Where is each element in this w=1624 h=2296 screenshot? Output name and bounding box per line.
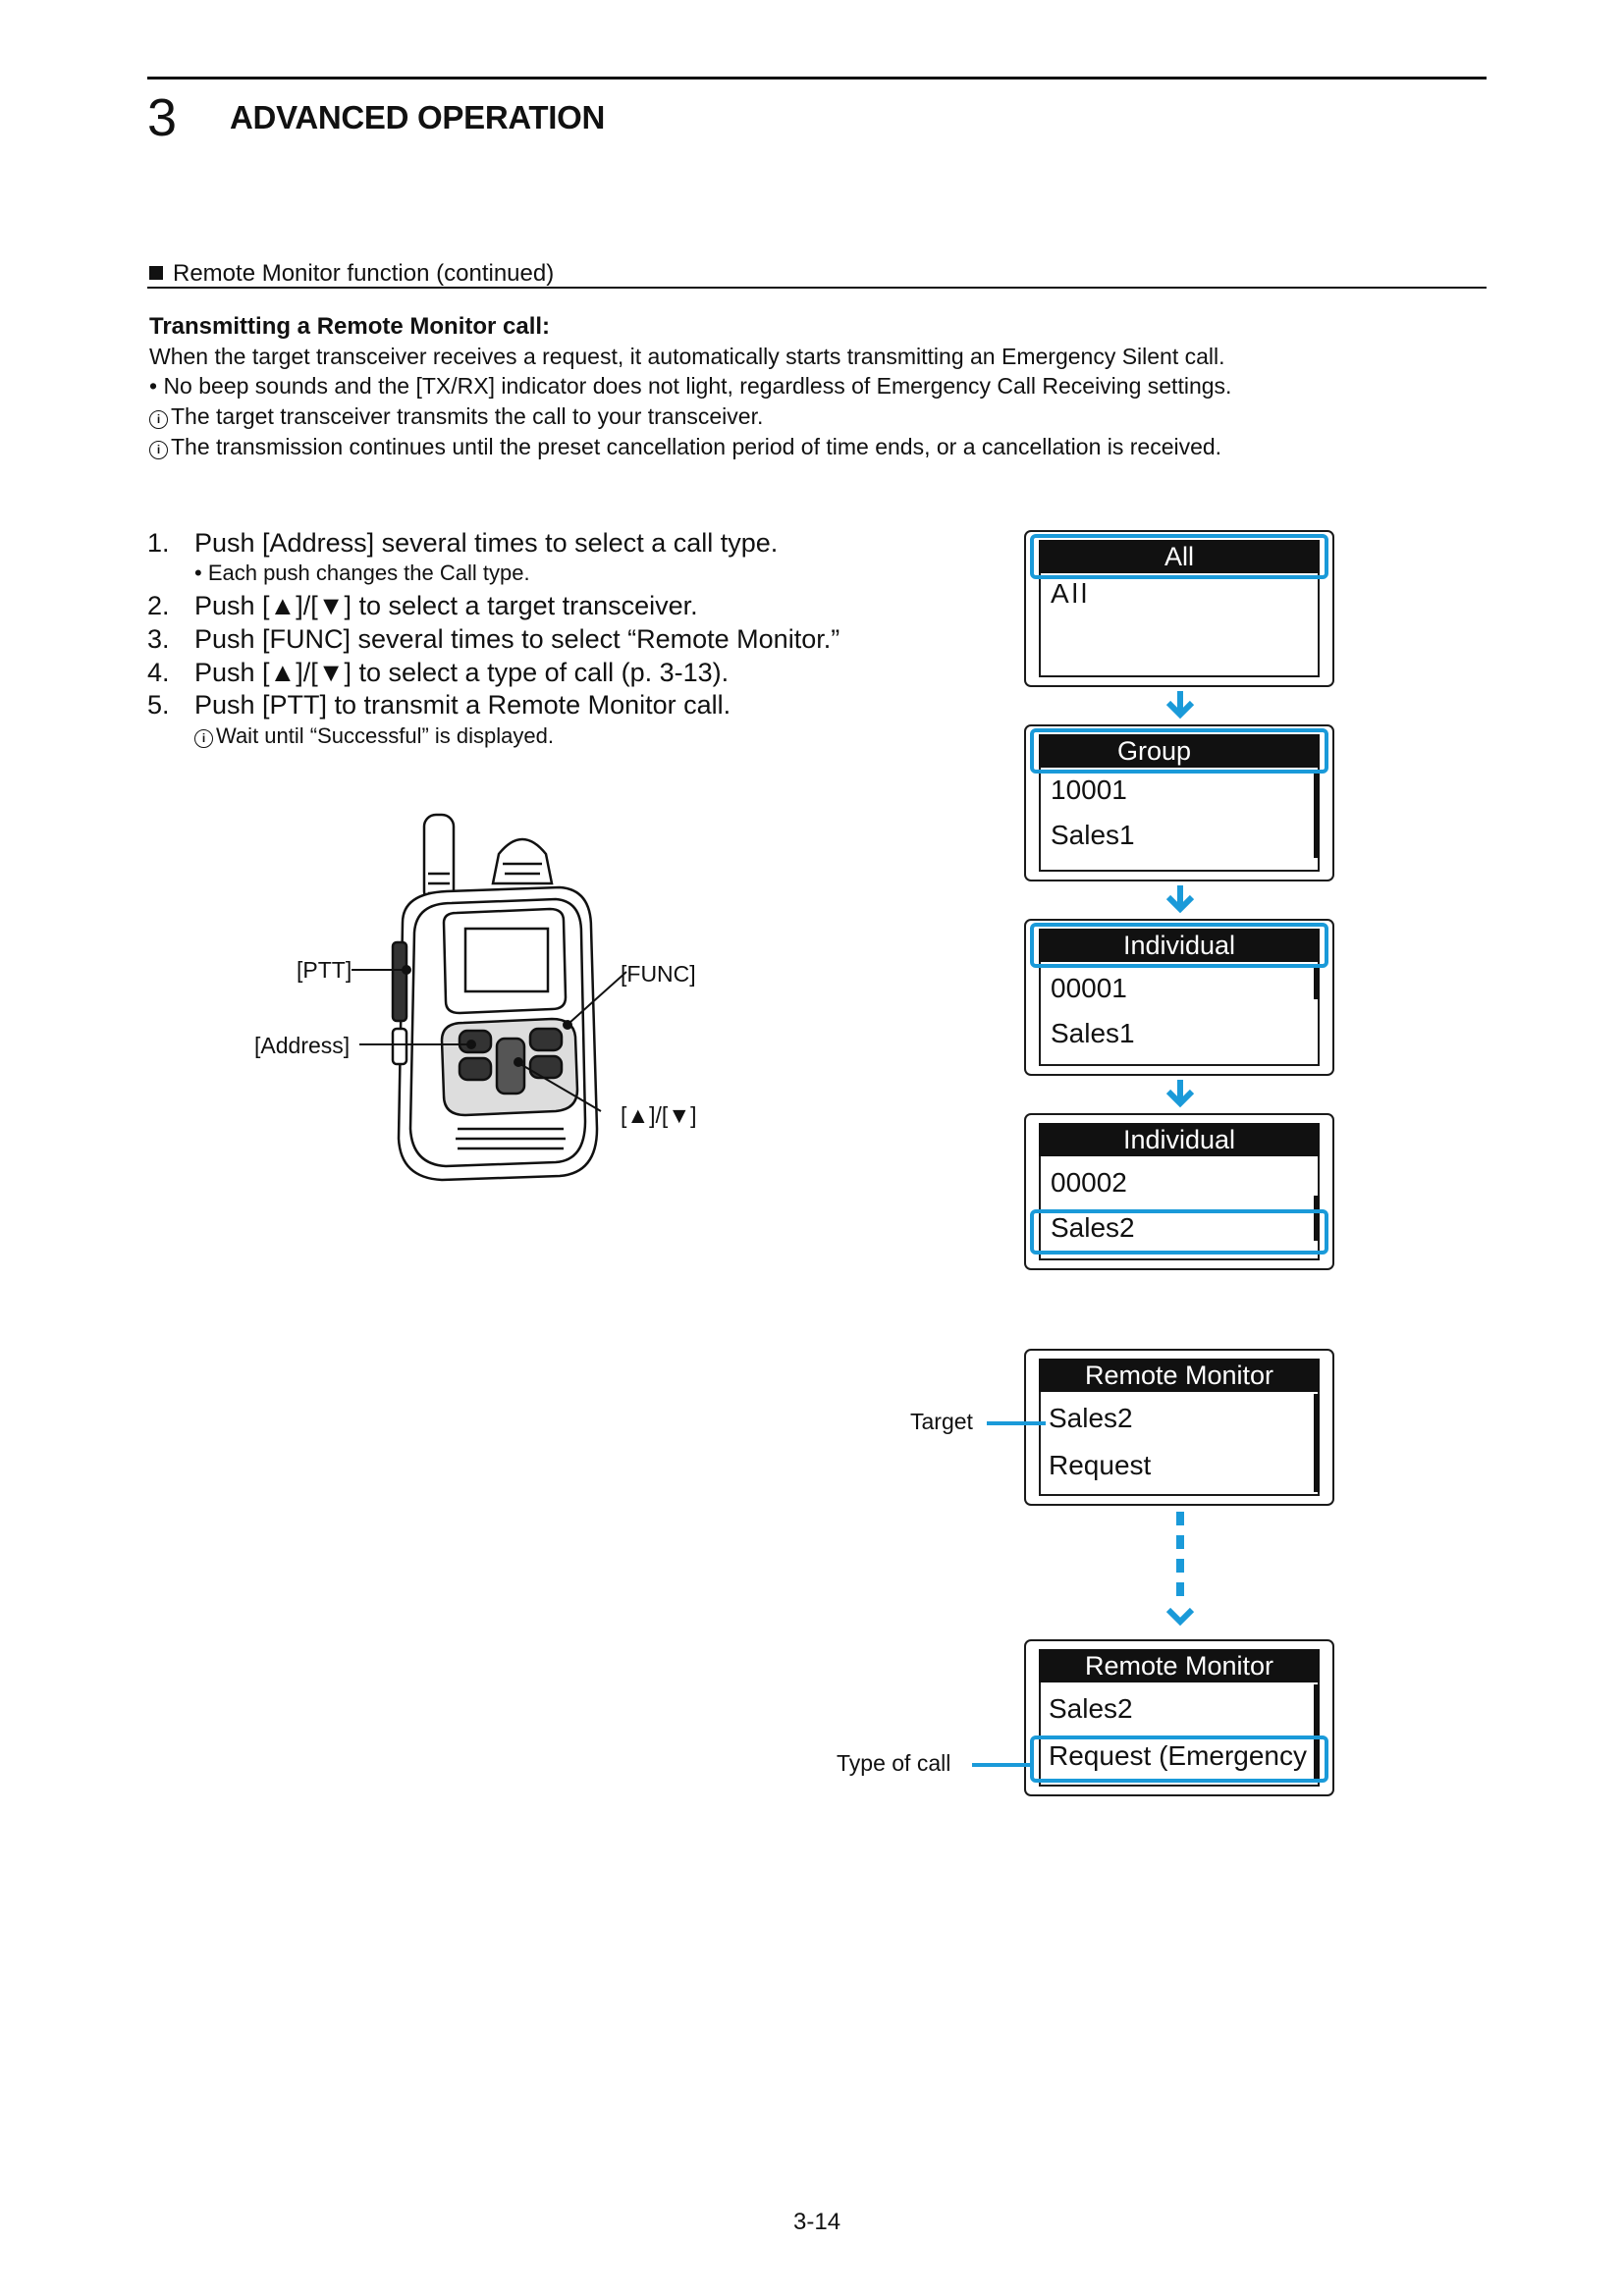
- scrollbar: [1314, 1394, 1320, 1492]
- arrow-down-icon: [1163, 1080, 1198, 1109]
- chapter-title: ADVANCED OPERATION: [230, 99, 606, 135]
- info-icon: i: [149, 441, 168, 459]
- lcd-header: Individual: [1039, 929, 1320, 962]
- lcd-line: Sales1: [1051, 1018, 1135, 1048]
- info-icon: i: [194, 729, 213, 748]
- lcd-line: Sales2: [1051, 1212, 1135, 1243]
- arrow-down-icon: [1163, 885, 1198, 915]
- address-label: [Address]: [254, 1033, 351, 1058]
- step-1: [147, 526, 778, 560]
- lcd-screen-individual-1: [1024, 919, 1334, 1076]
- chapter-number: 3: [147, 88, 178, 147]
- lcd-header: All: [1039, 540, 1320, 573]
- highlight-box: [1030, 1209, 1328, 1255]
- highlight-box: [1030, 923, 1328, 968]
- lcd-screen-remote-monitor-1: [1024, 1349, 1334, 1506]
- section-bullet-icon: [149, 266, 163, 280]
- step-4: [147, 656, 729, 689]
- type-of-call-callout-line: [972, 1763, 1031, 1767]
- target-callout-line: [987, 1421, 1046, 1425]
- lcd-line: Request (Emergency: [1049, 1740, 1308, 1771]
- radio-illustration: [236, 805, 746, 1198]
- step-text: Push [▲]/[▼] to select a type of call (p. 3-13).: [194, 658, 730, 687]
- lcd-screen-individual-2: [1024, 1113, 1334, 1270]
- updown-label: [▲]/[▼]: [621, 1102, 697, 1128]
- paragraph: When the target transceiver receives a request, it automatically starts transmitting an Emergency Silent call.: [149, 344, 1225, 369]
- ptt-label: [PTT]: [297, 957, 352, 983]
- type-of-call-callout: Type of call: [837, 1750, 951, 1776]
- step-text: Push [Address] several times to select a call type.: [194, 528, 779, 558]
- subheading: Transmitting a Remote Monitor call:: [149, 313, 551, 340]
- step-number: 4.: [147, 658, 170, 687]
- lcd-screen-all: [1024, 530, 1334, 687]
- arrow-down-icon: [1163, 691, 1198, 721]
- step-3: [147, 622, 839, 656]
- step-number: 5.: [147, 690, 170, 720]
- lcd-screen-group: [1024, 724, 1334, 881]
- highlight-box: [1030, 1735, 1328, 1783]
- section-title: [149, 259, 554, 289]
- target-callout: Target: [910, 1409, 973, 1434]
- lcd-line: 10001: [1051, 774, 1127, 805]
- scrollbar: [1314, 964, 1320, 999]
- section-rule: [147, 287, 1487, 289]
- lcd-line: Request: [1049, 1450, 1152, 1480]
- page-number: 3-14: [793, 2209, 841, 2235]
- func-label: [FUNC]: [621, 961, 696, 987]
- paragraph-info: [149, 401, 763, 431]
- highlight-box: [1030, 534, 1328, 579]
- paragraph-text: The transmission continues until the preset cancellation period of time ends, or a cancellation is received.: [171, 434, 1222, 459]
- step-text: Push [FUNC] several times to select “Remote Monitor.”: [194, 624, 840, 654]
- header-rule: [147, 77, 1487, 80]
- step-number: 3.: [147, 624, 170, 654]
- step-note-text: Wait until “Successful” is displayed.: [216, 723, 554, 748]
- lcd-header: Individual: [1039, 1123, 1320, 1156]
- paragraph-text: The target transceiver transmits the call to your transceiver.: [171, 403, 764, 429]
- lcd-header: Remote Monitor: [1039, 1649, 1320, 1682]
- step-1-note: • Each push changes the Call type.: [194, 561, 530, 585]
- lcd-line: 00001: [1051, 973, 1127, 1003]
- lcd-line: Sales2: [1049, 1693, 1133, 1724]
- step-5-note: [194, 722, 554, 750]
- dashed-arrow-down-icon: [1163, 1512, 1198, 1633]
- info-icon: i: [149, 410, 168, 429]
- section-title-text: Remote Monitor function (continued): [173, 260, 555, 287]
- step-number: 2.: [147, 591, 170, 620]
- lcd-line: Sales1: [1051, 820, 1135, 850]
- paragraph: • No beep sounds and the [TX/RX] indicator does not light, regardless of Emergency Call Receiving settings.: [149, 373, 1232, 399]
- step-text: Push [PTT] to transmit a Remote Monitor call.: [194, 690, 731, 720]
- lcd-line: 00002: [1051, 1167, 1127, 1198]
- step-2: [147, 589, 698, 622]
- step-5: [147, 688, 731, 721]
- lcd-header: Group: [1039, 734, 1320, 768]
- lcd-header: Remote Monitor: [1039, 1359, 1320, 1392]
- paragraph-info: [149, 432, 1221, 461]
- lcd-screen-remote-monitor-2: [1024, 1639, 1334, 1796]
- step-number: 1.: [147, 528, 170, 558]
- lcd-line: All: [1051, 578, 1091, 609]
- lcd-line: Sales2: [1049, 1403, 1133, 1433]
- highlight-box: [1030, 728, 1328, 774]
- scrollbar: [1314, 770, 1320, 858]
- step-text: Push [▲]/[▼] to select a target transceiver.: [194, 591, 698, 620]
